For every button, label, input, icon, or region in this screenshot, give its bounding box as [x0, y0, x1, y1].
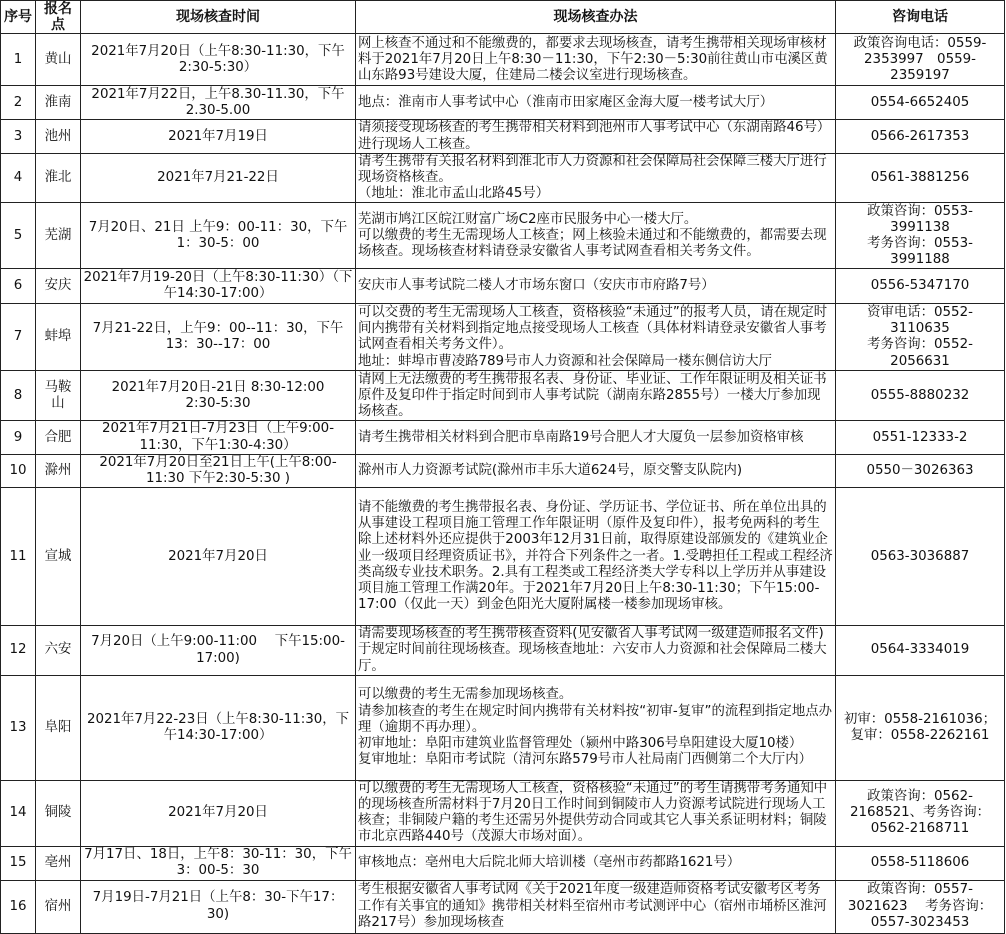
contact-phone: 0550－3026363 [836, 454, 1005, 487]
contact-phone: 0558-5118606 [836, 846, 1005, 880]
site-name: 池州 [36, 120, 81, 153]
contact-phone: 0563-3036887 [836, 488, 1005, 626]
verification-time: 7月20日（上午9:00-11:00 下午15:00-17:00) [81, 626, 356, 676]
verification-method: 请须接受现场核查的考生携带相关材料到池州市人事考试中心（东湖南路46号）进行现场人工核查。 [356, 120, 836, 153]
verification-time: 2021年7月20日 [81, 780, 356, 846]
row-number: 10 [1, 454, 36, 487]
table-row [1, 780, 1005, 846]
row-number: 12 [1, 626, 36, 676]
contact-phone: 0551-12333-2 [836, 421, 1005, 454]
site-name: 芜湖 [36, 203, 81, 269]
verification-time: 2021年7月19日 [81, 120, 356, 153]
header-phone: 咨询电话 [836, 1, 1005, 34]
verification-method: 地点：淮南市人事考试中心（淮南市田家庵区金海大厦一楼考试大厅） [356, 86, 836, 120]
row-number: 2 [1, 86, 36, 120]
row-number: 8 [1, 371, 36, 421]
verification-time: 7月19日-7月21日（上午8：30-下午17：30) [81, 880, 356, 933]
header-time: 现场核查时间 [81, 1, 356, 34]
verification-time: 7月21-22日，上午9：00--11：30，下午13：30--17：00 [81, 304, 356, 371]
contact-phone: 政策咨询：0557-3021623 考务咨询：0557-3023453 [836, 880, 1005, 933]
row-number: 1 [1, 34, 36, 86]
site-name: 滁州 [36, 454, 81, 487]
verification-method: 考生根据安徽省人事考试网《关于2021年度一级建造师资格考试安徽考区考务工作有关事宜的通知》携带相关材料至宿州市考试测评中心（宿州市埇桥区淮河路217号）参加现场核查 [356, 880, 836, 933]
table-row [1, 454, 1005, 487]
header-row [1, 1, 1005, 34]
site-name: 宿州 [36, 880, 81, 933]
table-row [1, 626, 1005, 676]
table-row [1, 371, 1005, 421]
table-row [1, 34, 1005, 86]
verification-time: 7月17日、18日，上午8：30-11：30，下午3：00-5：30 [81, 846, 356, 880]
table-row [1, 304, 1005, 371]
site-name: 六安 [36, 626, 81, 676]
verification-time: 2021年7月20日至21日上午(上午8:00-11:30 下午2:30-5:30 ) [81, 454, 356, 487]
row-number: 6 [1, 269, 36, 304]
verification-method: 请需要现场核查的考生携带核查资料(见安徽省人事考试网一级建造师报名文件)于规定时间前往现场核查。现场核查地址：六安市人力资源和社会保障局二楼大厅。 [356, 626, 836, 676]
verification-time: 2021年7月22-23日（上午8:30-11:30，下午14:30-17:00） [81, 675, 356, 780]
contact-phone: 0564-3334019 [836, 626, 1005, 676]
row-number: 4 [1, 153, 36, 203]
table-row [1, 120, 1005, 153]
verification-method: 滁州市人力资源考试院(滁州市丰乐大道624号，原交警支队院内) [356, 454, 836, 487]
row-number: 9 [1, 421, 36, 454]
verification-method: 请考生携带相关材料到合肥市阜南路19号合肥人才大厦负一层参加资格审核 [356, 421, 836, 454]
site-name: 蚌埠 [36, 304, 81, 371]
verification-method: 可以交费的考生无需现场人工核查，资格核验“未通过”的报考人员，请在规定时间内携带有关材料到指定地点接受现场人工核查（具体材料请登录安徽省人事考试网查看相关考务文件）。 地址：蚌埠市曹凌路789号市人力资源和社会保障局一楼东侧信访大厅 [356, 304, 836, 371]
verification-method: 请考生携带有关报名材料到淮北市人力资源和社会保障局社会保障三楼大厅进行现场资格核查。 （地址：淮北市孟山北路45号） [356, 153, 836, 203]
verification-time: 2021年7月21-22日 [81, 153, 356, 203]
contact-phone: 政策咨询电话：0559-2353997 0559-2359197 [836, 34, 1005, 86]
verification-method: 请不能缴费的考生携带报名表、身份证、学历证书、学位证书、所在单位出具的从事建设工程项目施工管理工作年限证明（原件及复印件），报考免两科的考生除上述材料外还应提供于2003年12月31日前，取得原建设部颁发的《建筑业企业一级项目经理资质证书》，并符合下列条件之一者。1.受聘担任工程或工程经济类高级专业技术职务。2.具有工程类或工程经济类大学专科以上学历并从事建设项目施工管理工作满20年。于2021年7月20日上午8:30-11:30；下午15:00-17:00（仅此一天）到金色阳光大厦附属楼一楼参加现场审核。 [356, 488, 836, 626]
site-name: 亳州 [36, 846, 81, 880]
contact-phone: 0554-6652405 [836, 86, 1005, 120]
row-number: 15 [1, 846, 36, 880]
header-site: 报名点 [36, 1, 81, 34]
contact-phone: 政策咨询：0562-2168521、考务咨询：0562-2168711 [836, 780, 1005, 846]
contact-phone: 政策咨询：0553-3991138 考务咨询：0553-3991188 [836, 203, 1005, 269]
verification-method: 可以缴费的考生无需现场人工核查，资格核验“未通过”的考生请携带考务通知中的现场核查所需材料于7月20日工作时间到铜陵市人力资源考试院进行现场人工核查；非铜陵户籍的考生还需另外提供劳动合同或其它人事关系证明材料；铜陵市北京西路440号（茂源大市场对面）。 [356, 780, 836, 846]
site-name: 合肥 [36, 421, 81, 454]
table-row [1, 203, 1005, 269]
table-row [1, 153, 1005, 203]
site-name: 铜陵 [36, 780, 81, 846]
site-name: 马鞍山 [36, 371, 81, 421]
table-row [1, 421, 1005, 454]
site-name: 宣城 [36, 488, 81, 626]
site-name: 黄山 [36, 34, 81, 86]
contact-phone: 0556-5347170 [836, 269, 1005, 304]
table-row [1, 269, 1005, 304]
contact-phone: 0561-3881256 [836, 153, 1005, 203]
row-number: 3 [1, 120, 36, 153]
verification-method: 安庆市人事考试院二楼人才市场东窗口（安庆市市府路7号） [356, 269, 836, 304]
verification-method: 芜湖市鸠江区皖江财富广场C2座市民服务中心一楼大厅。 可以缴费的考生无需现场人工核查；网上核验未通过和不能缴费的，都需要去现场核查。现场核查材料请登录安徽省人事考试网查看相关考务文件。 [356, 203, 836, 269]
contact-phone: 资审电话：0552-3110635 考务咨询：0552-2056631 [836, 304, 1005, 371]
row-number: 11 [1, 488, 36, 626]
header-method: 现场核查办法 [356, 1, 836, 34]
site-name: 安庆 [36, 269, 81, 304]
table-row [1, 846, 1005, 880]
row-number: 13 [1, 675, 36, 780]
table-row [1, 675, 1005, 780]
row-number: 7 [1, 304, 36, 371]
verification-method: 可以缴费的考生无需参加现场核查。 请参加核查的考生在规定时间内携带有关材料按“初审-复审”的流程到指定地点办理（逾期不再办理）。 初审地址：阜阳市建筑业监督管理处（颍州中路306号阜阳建设大厦10楼） 复审地址：阜阳市考试院（清河东路579号市人社局南门西侧第二个大厅内） [356, 675, 836, 780]
row-number: 5 [1, 203, 36, 269]
table-row [1, 880, 1005, 933]
verification-time: 2021年7月22日，上午8.30-11.30，下午2.30-5.00 [81, 86, 356, 120]
verification-time: 2021年7月20日（上午8:30-11:30，下午2:30-5:30） [81, 34, 356, 86]
verification-time: 2021年7月19-20日（上午8:30-11:30）（下午14:30-17:00） [81, 269, 356, 304]
verification-method: 网上核查不通过和不能缴费的，都要求去现场核查，请考生携带相关现场审核材料于2021年7月20日上午8:30－11:30，下午2:30－5:30前往黄山市屯溪区黄山东路93号建设大厦，住建局二楼会议室进行现场核查。 [356, 34, 836, 86]
row-number: 14 [1, 780, 36, 846]
contact-phone: 0566-2617353 [836, 120, 1005, 153]
contact-phone: 0555-8880232 [836, 371, 1005, 421]
verification-time: 2021年7月21日-7月23日（上午9:00-11:30，下午1:30-4:30） [81, 421, 356, 454]
site-name: 淮南 [36, 86, 81, 120]
verification-time: 2021年7月20日-21日 8:30-12:00 2:30-5:30 [81, 371, 356, 421]
row-number: 16 [1, 880, 36, 933]
verification-method: 请网上无法缴费的考生携带报名表、身份证、毕业证、工作年限证明及相关证书原件及复印件于指定时间到市人事考试院（湖南东路2855号）一楼大厅参加现场核查。 [356, 371, 836, 421]
contact-phone: 初审：0558-2161036； 复审：0558-2262161 [836, 675, 1005, 780]
site-name: 阜阳 [36, 675, 81, 780]
header-no: 序号 [1, 1, 36, 34]
table-row [1, 86, 1005, 120]
table-row [1, 488, 1005, 626]
verification-time: 2021年7月20日 [81, 488, 356, 626]
site-name: 淮北 [36, 153, 81, 203]
verification-method: 审核地点：亳州电大后院北师大培训楼（亳州市药都路1621号） [356, 846, 836, 880]
verification-time: 7月20日、21日 上午9：00-11：30，下午1：30-5：00 [81, 203, 356, 269]
